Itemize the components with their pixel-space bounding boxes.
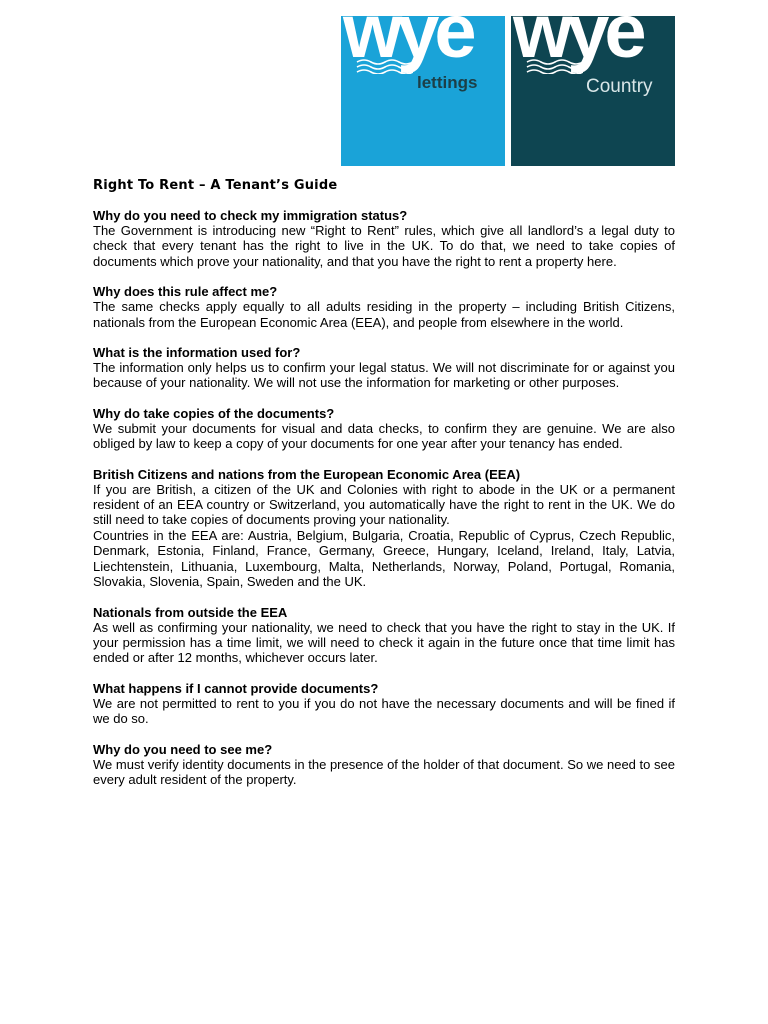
header-logos xyxy=(341,16,675,166)
section-heading: Why do you need to check my immigration status? xyxy=(93,208,408,223)
logo-subtitle: lettings xyxy=(417,73,478,92)
section-paragraph: We submit your documents for visual and data checks, to confirm they are genuine. We are also obliged by law to keep a copy of your documents for one year after your tenancy has ended. xyxy=(93,420,675,452)
waves-icon xyxy=(355,58,413,74)
logo-wordmark: wye xyxy=(343,16,472,74)
section-heading: Why does this rule affect me? xyxy=(93,284,278,300)
section-see-me xyxy=(93,742,675,788)
section-paragraph: Countries in the EEA are: Austria, Belgium, Bulgaria, Croatia, Republic of Cyprus, Czech Republic, Denmark, Estonia, Finland, France, Germany, Greece, Hungary, Iceland, Ireland, Italy, Latvia, Liechtenstein, Lithuania, Luxembourg, Malta, Netherlands, Norway, Poland, Portugal, Romania, Slovakia, Slovenia, Spain, Sweden and the UK. xyxy=(93,527,675,590)
section-information-use xyxy=(93,345,675,391)
section-heading: What happens if I cannot provide documents? xyxy=(93,680,379,696)
logo-wordmark: wye xyxy=(513,16,642,74)
section-no-documents xyxy=(93,681,675,727)
section-immigration-status xyxy=(93,208,675,269)
logo-subtitle: Country xyxy=(586,76,653,97)
section-paragraph: The same checks apply equally to all adults residing in the property – including British Citizens, nationals from the European Economic Area (EEA), and people from elsewhere in the world. xyxy=(93,299,675,330)
section-heading: Why do take copies of the documents? xyxy=(93,405,335,421)
section-british-eea xyxy=(93,467,675,590)
section-paragraph: We must verify identity documents in the presence of the holder of that document. So we need to see every adult resident of the property. xyxy=(93,756,675,787)
section-paragraph: If you are British, a citizen of the UK and Colonies with right to abode in the UK or a permanent resident of an EEA country or Switzerland, you automatically have the right to rent in the UK. We do still need to take copies of documents proving your nationality. xyxy=(93,481,675,528)
section-outside-eea xyxy=(93,605,675,666)
wye-country-logo xyxy=(511,16,675,166)
section-paragraph: The Government is introducing new “Right to Rent” rules, which give all landlord’s a legal duty to check that every tenant has the right to live in the UK. To do that, we need to take copies of documents which prove your nationality, and that you have the right to rent a property here. xyxy=(93,223,675,269)
section-paragraph: We are not permitted to rent to you if you do not have the necessary documents and will be fined if we do so. xyxy=(93,695,675,727)
section-heading: British Citizens and nations from the European Economic Area (EEA) xyxy=(93,466,521,482)
document-title: Right To Rent – A Tenant’s Guide xyxy=(93,178,338,193)
section-paragraph: The information only helps us to confirm your legal status. We will not discriminate for or against you because of your nationality. We will not use the information for marketing or other purposes. xyxy=(93,360,675,391)
section-document-copies xyxy=(93,406,675,452)
section-rule-affect xyxy=(93,284,675,330)
section-heading: Why do you need to see me? xyxy=(93,741,273,757)
section-heading: Nationals from outside the EEA xyxy=(93,604,288,620)
wye-lettings-logo xyxy=(341,16,505,166)
section-paragraph: As well as confirming your nationality, we need to check that you have the right to stay in the UK. If your permission has a time limit, we will need to check it again in the future once that time limit has ended or after 12 months, whichever occurs later. xyxy=(93,619,675,666)
section-heading: What is the information used for? xyxy=(93,345,301,361)
document-body xyxy=(93,178,675,802)
waves-icon xyxy=(525,58,583,74)
